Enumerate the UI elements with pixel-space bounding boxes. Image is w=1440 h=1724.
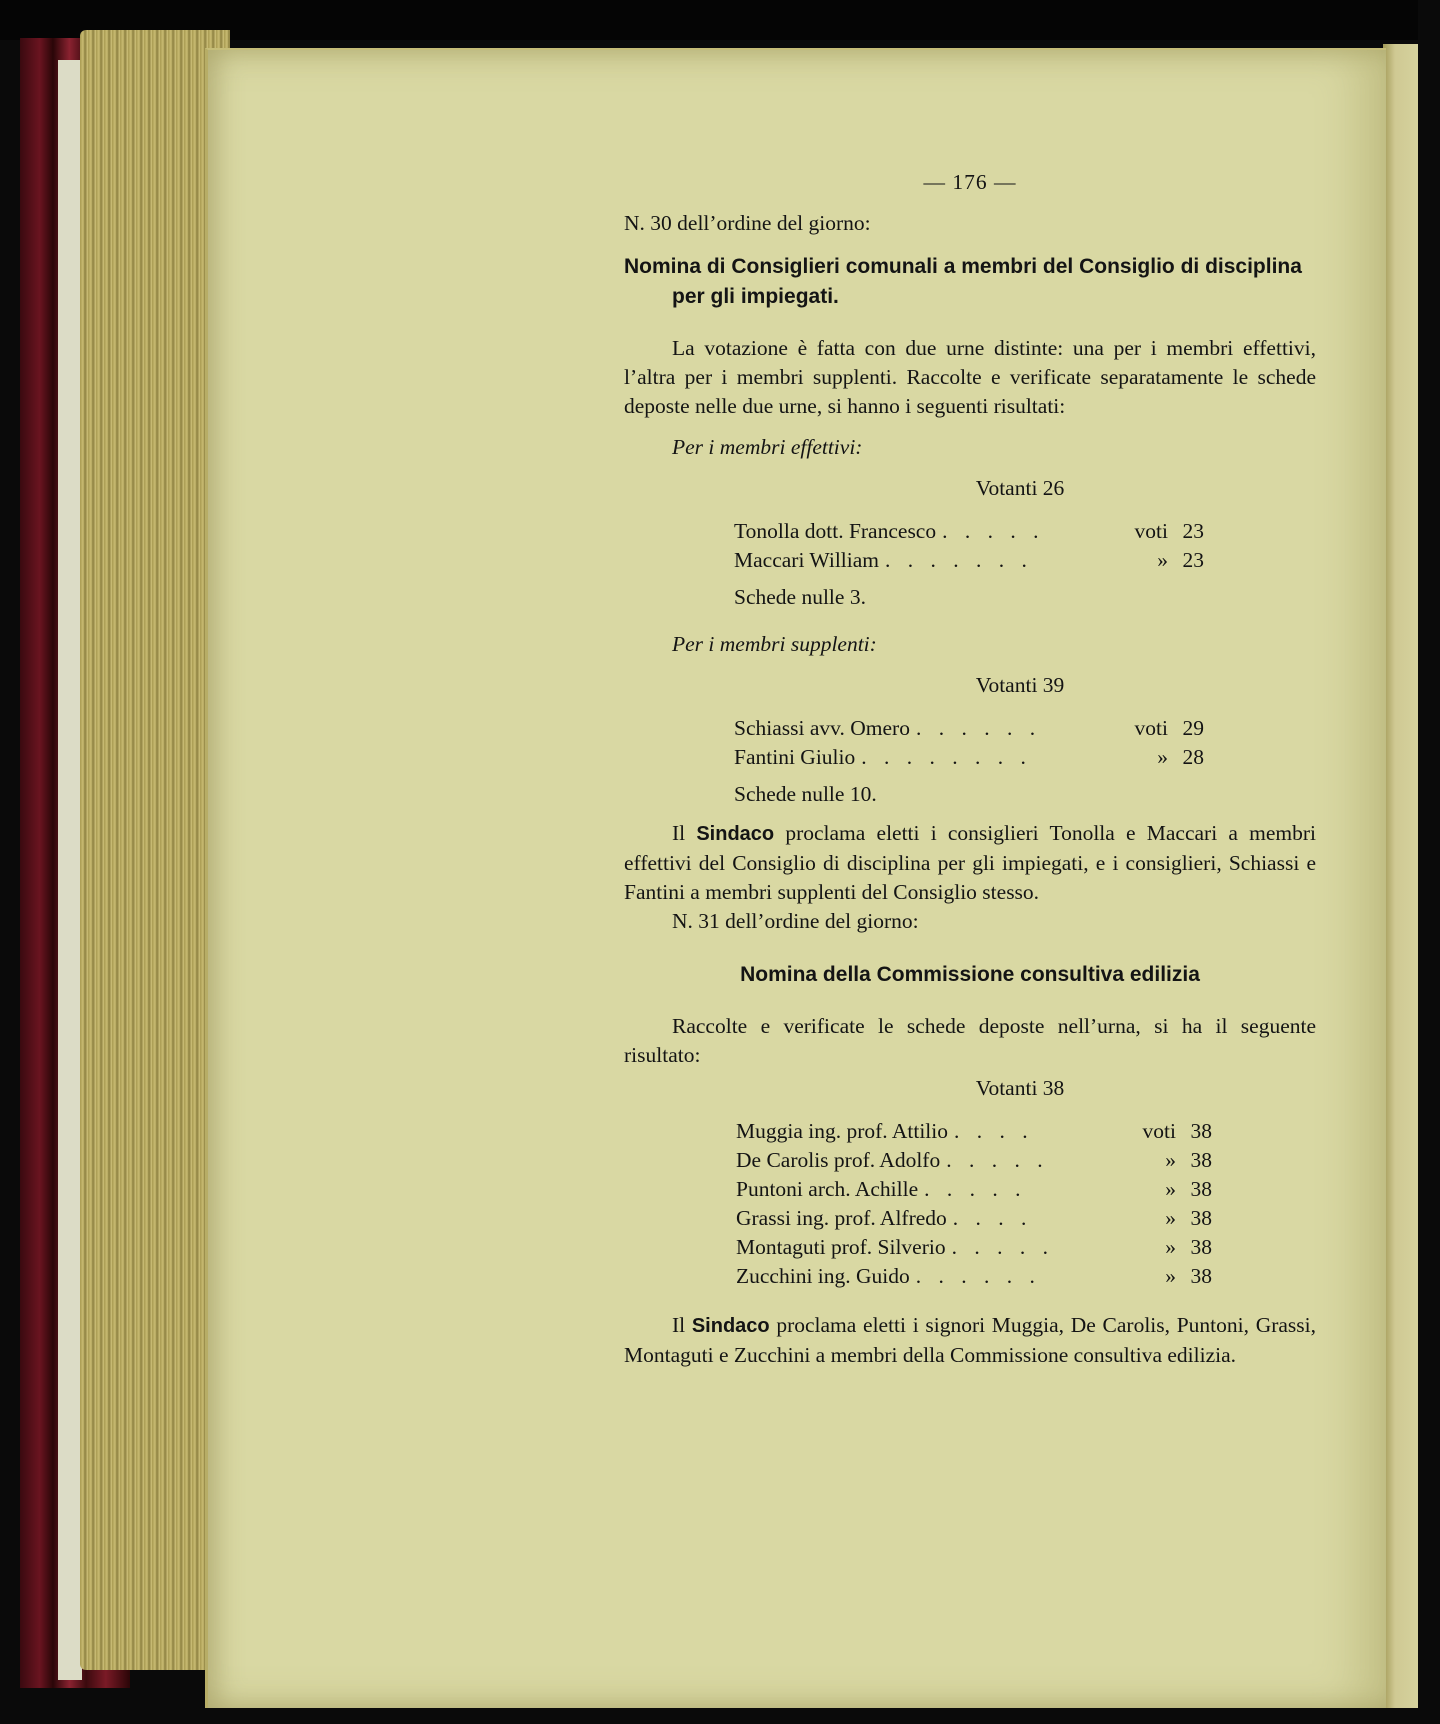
item-31-heading: N. 31 dell’ordine del giorno: bbox=[672, 909, 919, 933]
leader-dots: . . . . . bbox=[951, 1235, 1054, 1259]
effettivi-label: Per i membri effettivi: bbox=[672, 435, 863, 459]
vote-count: 28 bbox=[1182, 745, 1204, 769]
facing-page-edge bbox=[1383, 44, 1423, 1708]
vote-label: » bbox=[1157, 548, 1168, 572]
result-row bbox=[734, 546, 1204, 575]
result-row bbox=[736, 1117, 1212, 1146]
result-row bbox=[734, 743, 1204, 772]
item-30-result bbox=[624, 819, 1316, 907]
endpaper bbox=[58, 60, 82, 1680]
item-31-results bbox=[736, 1117, 1212, 1291]
page-number: — 176 — bbox=[923, 170, 1017, 194]
vote-label: » bbox=[1165, 1235, 1176, 1259]
leader-dots: . . . . . . bbox=[915, 1264, 1041, 1288]
item-31-result bbox=[624, 1311, 1316, 1370]
result-row bbox=[734, 714, 1204, 743]
vote-count: 23 bbox=[1182, 548, 1204, 572]
item-31-votanti: Votanti 38 bbox=[975, 1076, 1065, 1100]
item-31-title: Nomina della Commissione consultiva edilizia bbox=[740, 963, 1200, 986]
supplenti-results bbox=[734, 714, 1204, 772]
supplenti-label: Per i membri supplenti: bbox=[672, 632, 877, 656]
vote-label: » bbox=[1165, 1264, 1176, 1288]
leader-dots: . . . . . bbox=[942, 519, 1045, 543]
leader-dots: . . . . . bbox=[924, 1177, 1027, 1201]
result-row bbox=[734, 517, 1204, 546]
vote-label: » bbox=[1157, 745, 1168, 769]
candidate-name: Tonolla dott. Francesco bbox=[734, 519, 937, 543]
vote-label: voti bbox=[1142, 1119, 1176, 1143]
effettivi-nulle: Schede nulle 3. bbox=[734, 585, 866, 609]
candidate-name: Puntoni arch. Achille bbox=[736, 1177, 919, 1201]
vote-label: voti bbox=[1134, 716, 1168, 740]
vote-count: 38 bbox=[1190, 1235, 1212, 1259]
item-30-heading: N. 30 dell’ordine del giorno: bbox=[624, 211, 871, 235]
scan-background-right bbox=[1418, 0, 1440, 1724]
supplenti-votanti: Votanti 39 bbox=[975, 673, 1065, 697]
candidate-name: Muggia ing. prof. Attilio bbox=[736, 1119, 949, 1143]
result-prefix: Il bbox=[672, 821, 686, 845]
item-30-title: Nomina di Consiglieri comunali a membri del Consiglio di disciplina per gli impiegati. bbox=[624, 255, 1302, 308]
leader-dots: . . . . bbox=[952, 1206, 1033, 1230]
leader-dots: . . . . bbox=[954, 1119, 1034, 1143]
vote-count: 23 bbox=[1182, 519, 1204, 543]
vote-label: » bbox=[1165, 1177, 1176, 1201]
vote-count: 38 bbox=[1190, 1148, 1212, 1172]
candidate-name: De Carolis prof. Adolfo bbox=[736, 1148, 941, 1172]
vote-count: 38 bbox=[1190, 1264, 1212, 1288]
vote-label: » bbox=[1165, 1206, 1176, 1230]
result-prefix: Il bbox=[672, 1313, 686, 1337]
leader-dots: . . . . . bbox=[946, 1148, 1049, 1172]
candidate-name: Fantini Giulio bbox=[734, 745, 856, 769]
vote-count: 38 bbox=[1190, 1119, 1212, 1143]
leader-dots: . . . . . . . . bbox=[861, 745, 1032, 769]
effettivi-votanti: Votanti 26 bbox=[975, 476, 1065, 500]
leader-dots: . . . . . . . bbox=[885, 548, 1033, 572]
result-row bbox=[736, 1262, 1212, 1291]
vote-count: 38 bbox=[1190, 1177, 1212, 1201]
candidate-name: Montaguti prof. Silverio bbox=[736, 1235, 946, 1259]
candidate-name: Zucchini ing. Guido bbox=[736, 1264, 910, 1288]
sindaco-label: Sindaco bbox=[696, 823, 775, 845]
result-row bbox=[736, 1175, 1212, 1204]
vote-label: » bbox=[1165, 1148, 1176, 1172]
item-31-intro: Raccolte e verificate le schede deposte nell’urna, si ha il seguente risultato: bbox=[624, 1014, 1316, 1067]
leader-dots: . . . . . . bbox=[915, 716, 1042, 740]
result-text: proclama eletti i consiglieri Tonolla e Maccari a membri effettivi del Consiglio di disciplina per gli impiegati, e i consiglieri, Schiassi e Fantini a membri supplenti del Consiglio stesso. bbox=[624, 821, 1316, 904]
result-row bbox=[736, 1204, 1212, 1233]
sindaco-label: Sindaco bbox=[691, 1315, 770, 1337]
vote-count: 29 bbox=[1182, 716, 1204, 740]
result-text: proclama eletti i signori Muggia, De Carolis, Puntoni, Grassi, Montaguti e Zucchini a membri della Commissione consultiva edilizia. bbox=[624, 1313, 1317, 1367]
candidate-name: Maccari William bbox=[734, 548, 879, 572]
candidate-name: Grassi ing. prof. Alfredo bbox=[736, 1206, 947, 1230]
result-row bbox=[736, 1146, 1212, 1175]
candidate-name: Schiassi avv. Omero bbox=[734, 716, 910, 740]
result-row bbox=[736, 1233, 1212, 1262]
vote-count: 38 bbox=[1190, 1206, 1212, 1230]
effettivi-results bbox=[734, 517, 1204, 575]
vote-label: voti bbox=[1134, 519, 1168, 543]
page-text-block bbox=[624, 168, 1316, 1370]
supplenti-nulle: Schede nulle 10. bbox=[734, 782, 877, 806]
item-30-intro: La votazione è fatta con due urne distinte: una per i membri effettivi, l’altra per i membri supplenti. Raccolte e verificate separatamente le schede deposte nelle due urne, si hanno i seguenti risultati: bbox=[624, 336, 1316, 418]
